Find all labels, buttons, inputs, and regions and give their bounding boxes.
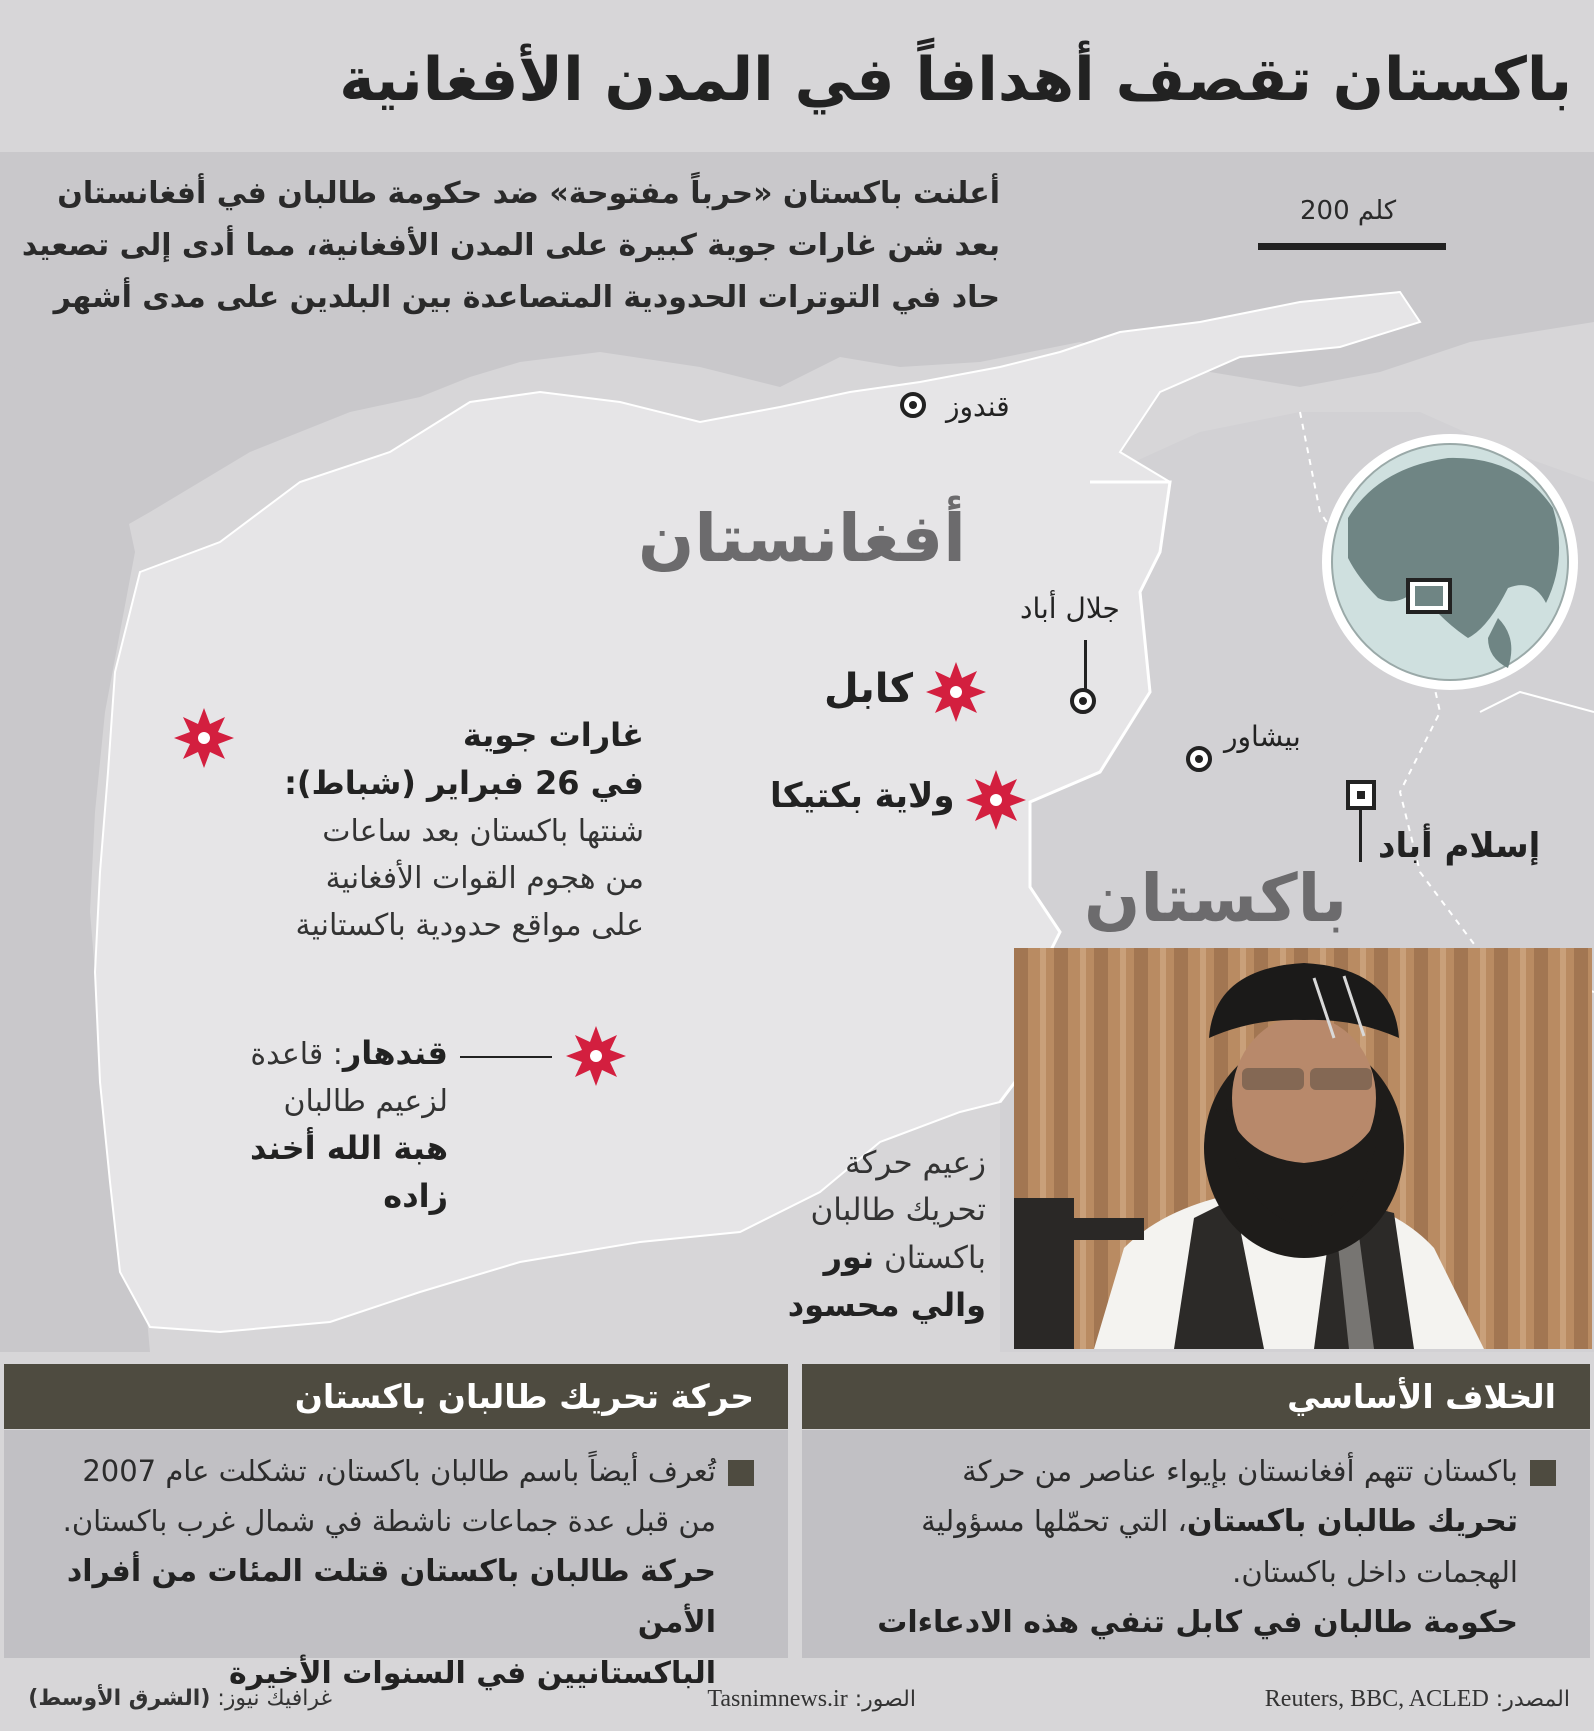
footer-graphic-label: غرافيك نيوز: <box>210 1686 332 1711</box>
city-marker-icon <box>1186 746 1212 772</box>
globe-locator-icon <box>1318 428 1582 696</box>
capital-marker-icon <box>1346 780 1376 810</box>
scale-label: 200 كلم <box>1300 196 1397 226</box>
kandahar-note <box>148 1030 448 1221</box>
city-label-paktika: ولاية بكتيكا <box>770 776 955 816</box>
page-title: باكستان تقصف أهدافاً في المدن الأفغانية <box>339 45 1572 115</box>
panel-ttp-title: حركة تحريك طالبان باكستان <box>4 1364 788 1429</box>
caption-line-2: تحريك طالبان <box>810 1192 986 1228</box>
bullet-icon <box>1530 1460 1556 1486</box>
airstrikes-note <box>224 712 644 949</box>
bullet-icon <box>728 1460 754 1486</box>
panel-ttp <box>4 1364 788 1429</box>
footer-source <box>1265 1686 1570 1713</box>
ttp-line-3: حركة طالبان باكستان قتلت المئات من أفراد الأمن <box>66 1554 716 1640</box>
footer-photos-text: Tasnimnews.ir <box>707 1686 848 1712</box>
city-label-islamabad: إسلام أباد <box>1378 826 1541 866</box>
kandahar-desc-2: لزعيم طالبان <box>283 1084 448 1119</box>
ttp-line-2: من قبل عدة جماعات ناشطة في شمال غرب باكستان. <box>62 1504 716 1538</box>
footer-photos-label: الصور: <box>847 1687 916 1712</box>
panel-core-dispute-body <box>802 1430 1590 1658</box>
intro-line-2: بعد شن غارات جوية كبيرة على المدن الأفغانية، مما أدى إلى تصعيد <box>21 228 1000 263</box>
strike-burst-icon <box>964 768 1028 832</box>
footer-photos <box>707 1686 916 1713</box>
city-label-peshawar: بيشاور <box>1224 720 1301 753</box>
footer-source-label: المصدر: <box>1488 1687 1570 1712</box>
airstrikes-line-2: من هجوم القوات الأفغانية <box>325 861 644 896</box>
panel-core-dispute <box>802 1364 1590 1429</box>
caption-line-1: زعيم حركة <box>845 1145 986 1181</box>
photo-caption <box>746 1140 986 1330</box>
city-label-kunduz: قندوز <box>946 390 1010 423</box>
intro-line-3: حاد في التوترات الحدودية المتصاعدة بين البلدين على مدى أشهر <box>53 280 1000 315</box>
city-marker-icon <box>900 392 926 418</box>
airstrikes-line-1: شنتها باكستان بعد ساعات <box>322 814 644 849</box>
dispute-line-4: حكومة طالبان في كابل تنفي هذه الادعاءات <box>877 1605 1518 1640</box>
intro-paragraph <box>10 168 1000 324</box>
city-marker-icon <box>1070 688 1096 714</box>
country-label-afghanistan: أفغانستان <box>638 500 966 577</box>
leader-line <box>460 1056 552 1058</box>
airstrikes-date: في 26 فبراير (شباط): <box>284 764 644 802</box>
city-label-kabul: كابل <box>824 666 914 712</box>
ttp-line-4: الباكستانيين في السنوات الأخيرة <box>228 1656 716 1691</box>
city-label-jalalabad: جلال أباد <box>1020 592 1120 625</box>
kandahar-desc-1: : قاعدة <box>250 1037 343 1072</box>
panel-ttp-body <box>4 1430 788 1691</box>
airstrikes-heading: غارات جوية <box>462 716 644 754</box>
strike-burst-icon <box>924 660 988 724</box>
kandahar-name: قندهار <box>342 1034 448 1072</box>
caption-line-3b: نور <box>823 1238 875 1276</box>
leader-line <box>1084 640 1087 690</box>
scale-bar <box>1258 243 1446 250</box>
intro-line-1: أعلنت باكستان «حرباً مفتوحة» ضد حكومة طالبان في أفغانستان <box>57 176 1000 211</box>
kandahar-leader-1: هبة الله أخند <box>250 1129 448 1167</box>
country-label-pakistan: باكستان <box>1084 860 1348 937</box>
strike-burst-icon <box>564 1024 628 1088</box>
leader-portrait-image <box>1014 948 1592 1349</box>
airstrikes-line-3: على مواقع حدودية باكستانية <box>295 908 644 943</box>
leader-line <box>1359 810 1362 862</box>
dispute-line-2b: ، التي تحمّلها مسؤولية <box>921 1504 1187 1538</box>
dispute-line-3: الهجمات داخل باكستان. <box>1232 1555 1518 1589</box>
dispute-line-1: باكستان تتهم أفغانستان بإيواء عناصر من حركة <box>962 1454 1518 1488</box>
ttp-line-1: تُعرف أيضاً باسم طالبان باكستان، تشكلت عام 2007 <box>82 1454 716 1488</box>
footer-graphic <box>28 1686 332 1711</box>
footer-source-text: Reuters, BBC, ACLED <box>1264 1686 1489 1712</box>
panel-core-dispute-title: الخلاف الأساسي <box>802 1364 1590 1429</box>
caption-line-4: والي محسود <box>787 1286 986 1324</box>
kandahar-leader-2: زاده <box>383 1177 448 1215</box>
caption-line-3a: باكستان <box>874 1240 986 1276</box>
footer-graphic-text: (الشرق الأوسط) <box>28 1686 211 1711</box>
dispute-line-2a: تحريك طالبان باكستان <box>1186 1504 1518 1539</box>
